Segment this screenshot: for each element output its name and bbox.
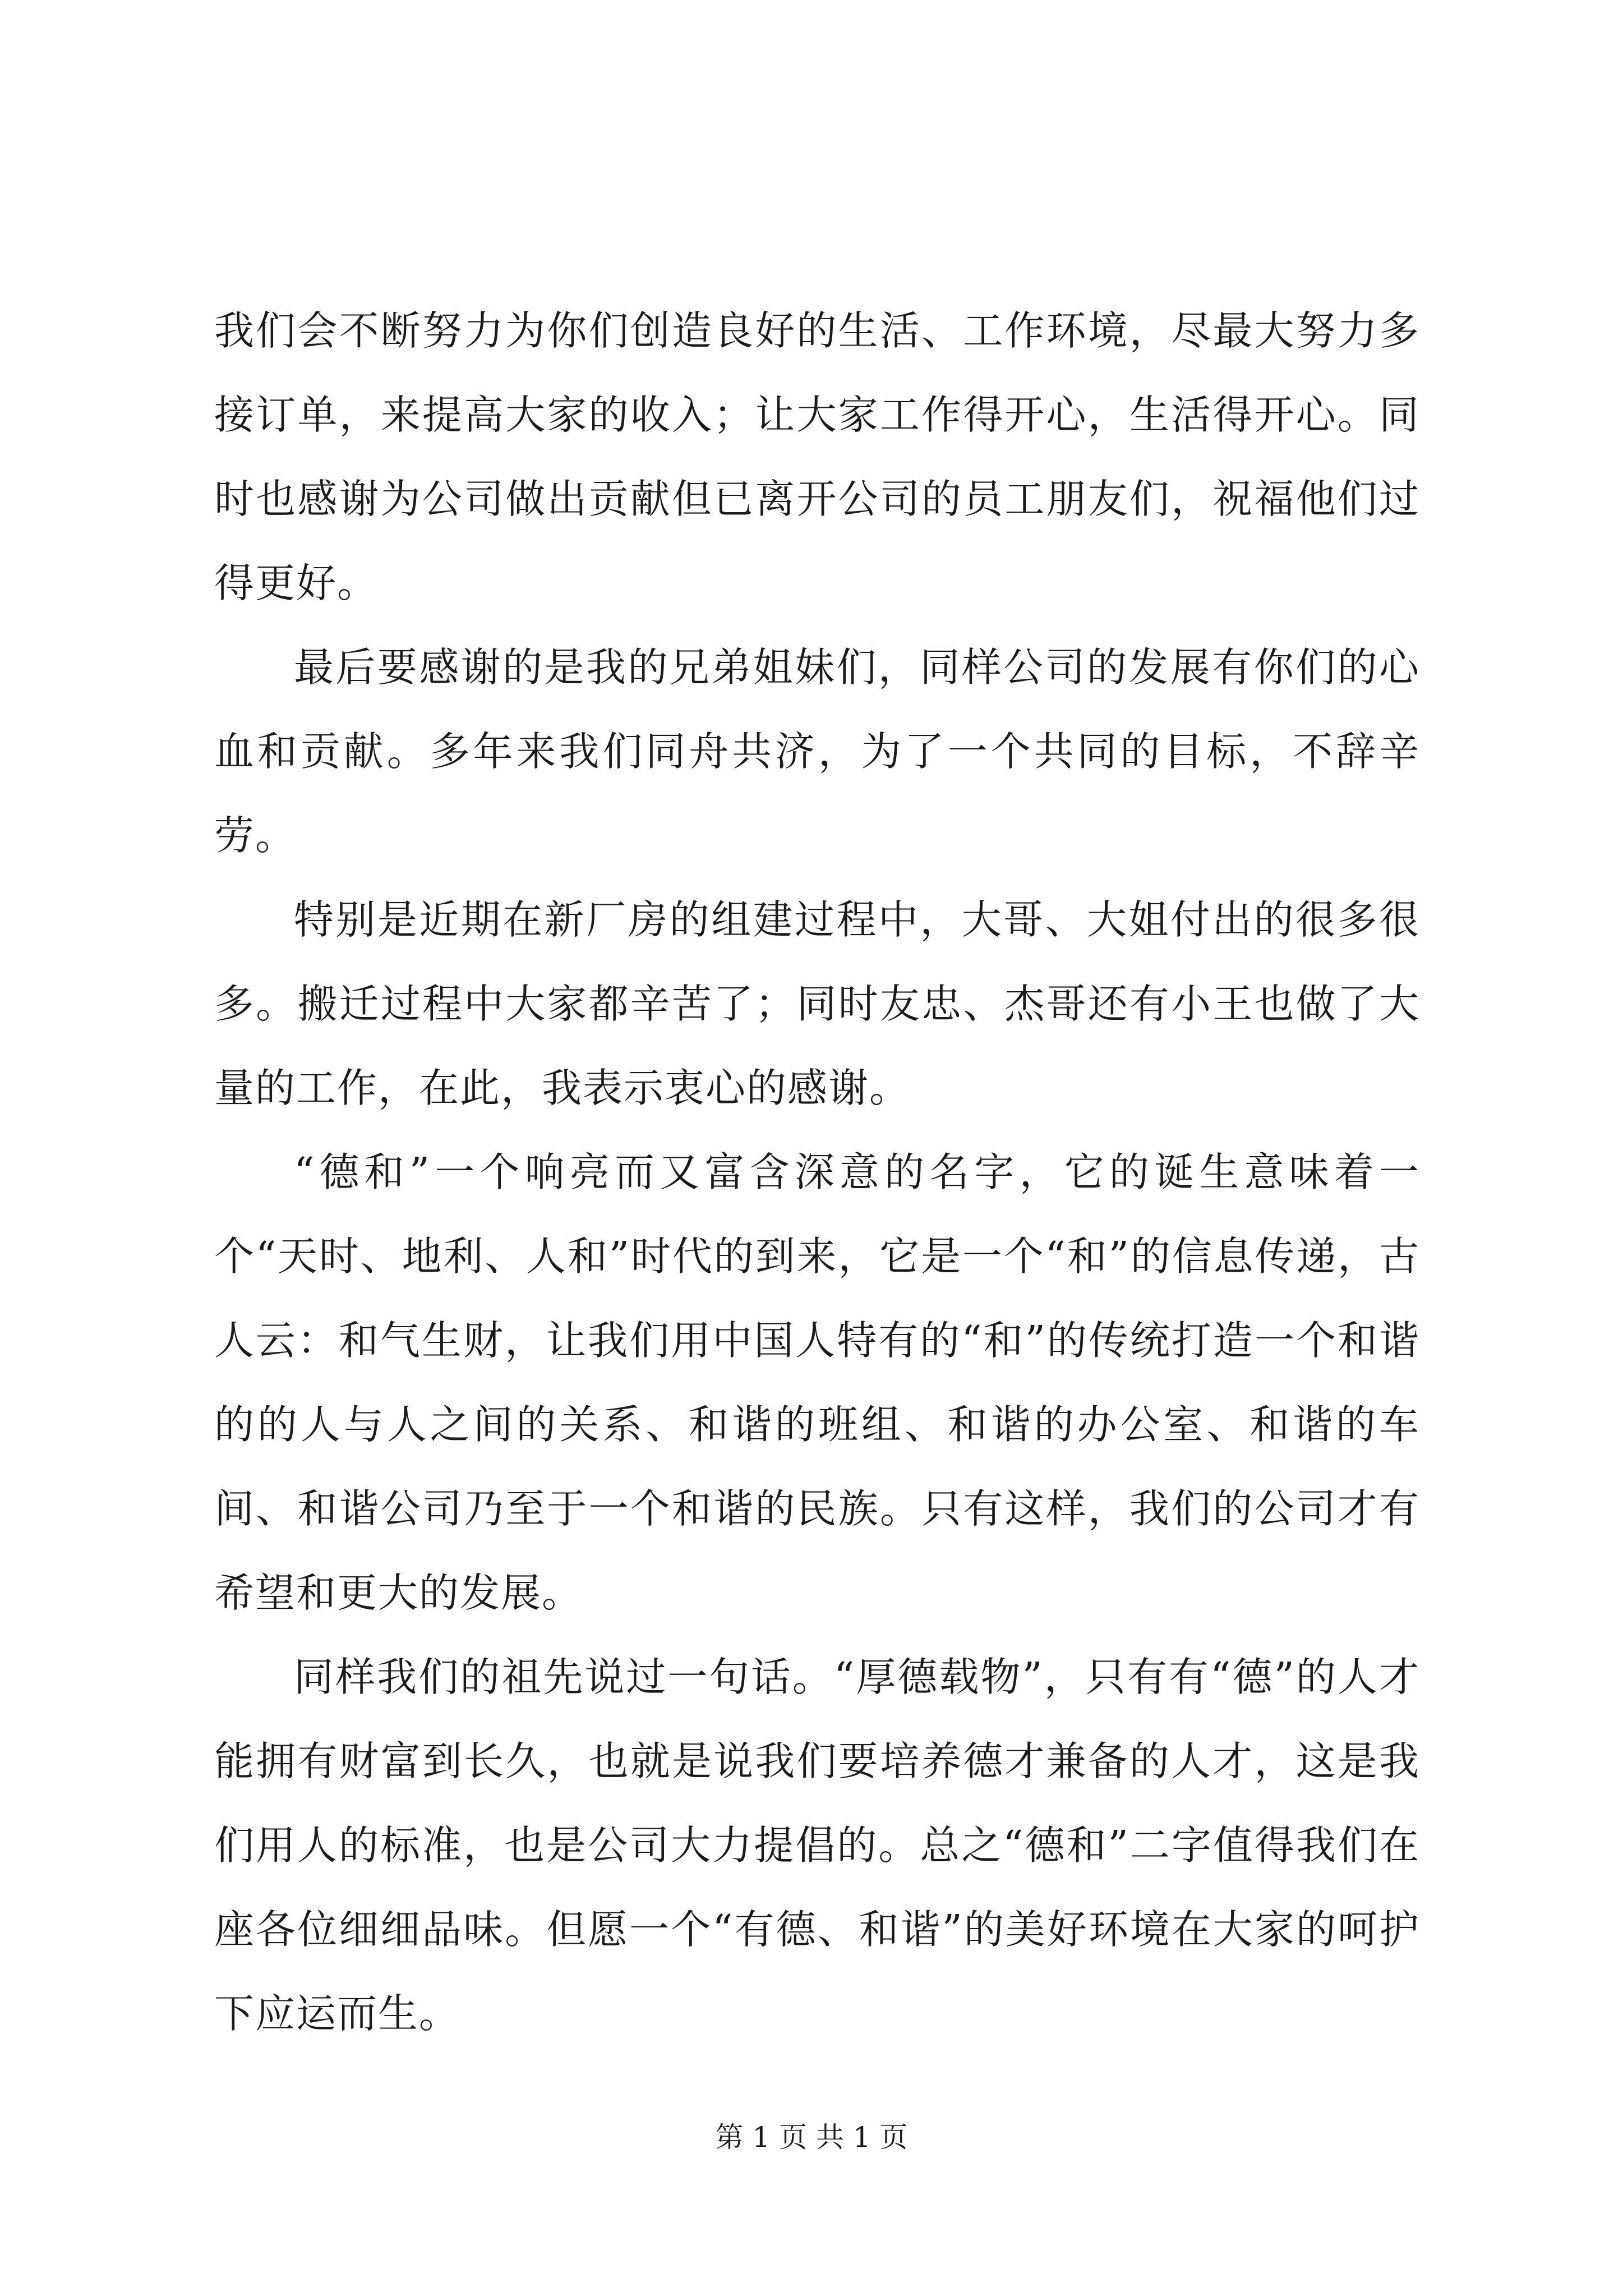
paragraph-3: 特别是近期在新厂房的组建过程中，大哥、大姐付出的很多很多。搬迁过程中大家都辛苦了；同时友忠、杰哥还有小王也做了大量的工作，在此，我表示衷心的感谢。 <box>214 896 1420 1111</box>
document-body <box>214 289 1420 2056</box>
paragraph-5: 同样我们的祖先说过一句话。“厚德载物”，只有有“德”的人才能拥有财富到长久，也就是说我们要培养德才兼备的人才，这是我们用人的标准，也是公司大力提倡的。总之“德和”二字值得我们在座各位细细品味。但愿一个“有德、和谐”的美好环境在大家的呵护下应运而生。 <box>214 1654 1420 2037</box>
paragraph-2: 最后要感谢的是我的兄弟姐妹们，同样公司的发展有你们的心血和贡献。多年来我们同舟共济，为了一个共同的目标，不辞辛劳。 <box>214 644 1420 859</box>
paragraph-1: 我们会不断努力为你们创造良好的生活、工作环境，尽最大努力多接订单，来提高大家的收入；让大家工作得开心，生活得开心。同时也感谢为公司做出贡献但已离开公司的员工朋友们，祝福他们过得更好。 <box>214 307 1420 606</box>
page-footer: 第 1 页 共 1 页 <box>715 2121 908 2154</box>
paragraph-4: “德和”一个响亮而又富含深意的名字，它的诞生意味着一个“天时、地利、人和”时代的到来，它是一个“和”的信息传递，古人云：和气生财，让我们用中国人特有的“和”的传统打造一个和谐的的人与人之间的关系、和谐的班组、和谐的办公室、和谐的车间、和谐公司乃至于一个和谐的民族。只有这样，我们的公司才有希望和更大的发展。 <box>214 1149 1420 1616</box>
